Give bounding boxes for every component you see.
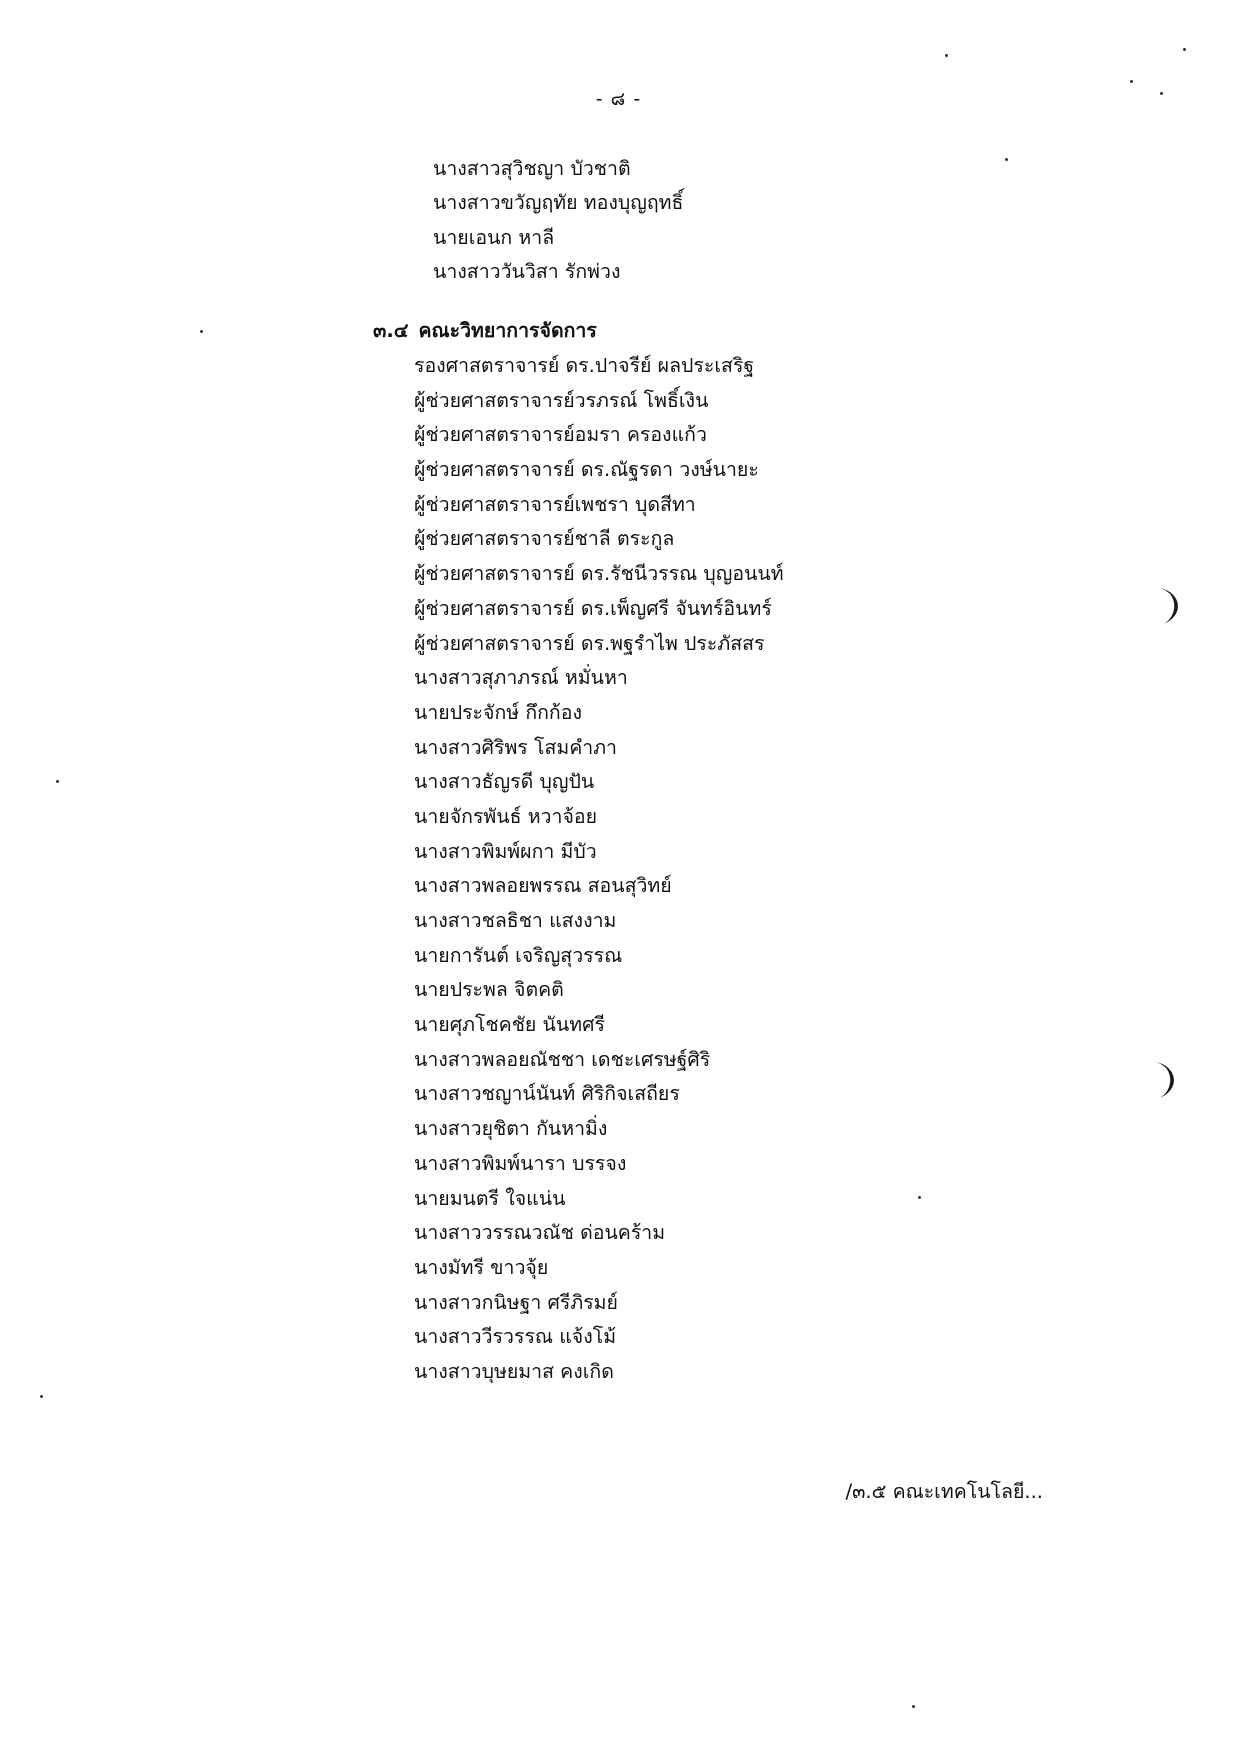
list-item: นายจักรพันธ์ หวาจ้อย [414, 804, 598, 828]
scan-speck [1160, 92, 1163, 95]
crescent-mark-icon [1142, 1058, 1186, 1102]
crescent-mark-icon [1146, 584, 1190, 628]
list-item: ผู้ช่วยศาสตราจารย์ ดร.เพ็ญศรี จันทร์อินทร์ [414, 596, 772, 620]
list-item: นายมนตรี ใจแน่น [414, 1186, 566, 1210]
section-title: คณะวิทยาการจัดการ [418, 319, 597, 342]
list-item: ผู้ช่วยศาสตราจารย์อมรา ครองแก้ว [414, 423, 707, 447]
list-item: นางสาวพิมพ์นารา บรรจง [414, 1151, 627, 1175]
list-item: ผู้ช่วยศาสตราจารย์เพชรา บุดสีทา [414, 492, 696, 516]
list-item: นายประพล จิตคติ [414, 978, 564, 1002]
list-item: นางสาวสุภาภรณ์ หมั่นหา [414, 666, 628, 690]
list-item: ผู้ช่วยศาสตราจารย์วรภรณ์ โพธิ์เงิน [414, 388, 709, 412]
list-item: นางสาวธัญรดี บุญปัน [414, 770, 595, 794]
list-item: นางสาวยุชิตา กันหามิ่ง [414, 1117, 608, 1141]
list-item: นางสาวพลอยพรรณ สอนสุวิทย์ [414, 874, 672, 898]
list-item: นางสาวชญาน์นันท์ ศิริกิจเสถียร [414, 1082, 680, 1106]
scan-speck [40, 1395, 43, 1398]
list-item: ผู้ช่วยศาสตราจารย์ชาลี ตระกูล [414, 527, 675, 551]
list-item: นางสาวสุวิชญา บัวชาติ [433, 157, 631, 180]
scan-speck [1130, 80, 1133, 83]
list-item: นายการันต์ เจริญสุวรรณ [414, 943, 623, 967]
page-number: - ๘ - [595, 88, 642, 110]
scan-speck [945, 54, 948, 57]
list-item: นางสาวศิริพร โสมคำภา [414, 735, 618, 759]
list-item: นางมัทรี ขาวจุ้ย [414, 1255, 549, 1279]
section-heading [373, 315, 597, 346]
list-item: นางสาวขวัญฤทัย ทองบุญฤทธิ์ [433, 191, 684, 215]
scan-speck [200, 330, 203, 333]
top-name-list [433, 152, 683, 290]
scan-speck [1183, 48, 1186, 51]
section-number: ๓.๔ [373, 319, 409, 342]
list-item: นางสาวพิมพ์ผกา มีบัว [414, 839, 597, 863]
scan-speck [56, 780, 59, 783]
list-item: รองศาสตราจารย์ ดร.ปาจรีย์ ผลประเสริฐ [414, 354, 755, 377]
scan-speck [1005, 158, 1008, 161]
list-item: ผู้ช่วยศาสตราจารย์ ดร.พฐรำไพ ประภัสสร [414, 631, 765, 655]
scan-speck [918, 1196, 921, 1199]
list-item: นางสาวกนิษฐา ศรีภิรมย์ [414, 1290, 618, 1314]
list-item: นายศุภโชคชัย นันทศรี [414, 1013, 605, 1037]
list-item: นางสาววรรณวณัช ด่อนคร้าม [414, 1221, 666, 1245]
continuation-note: /๓.๕ คณะเทคโนโลยี... [845, 1480, 1043, 1503]
list-item: นางสาววันวิสา รักพ่วง [433, 260, 621, 284]
list-item: ผู้ช่วยศาสตราจารย์ ดร.รัชนีวรรณ บุญอนนท์ [414, 562, 784, 586]
list-item: นางสาววีรวรรณ แจ้งโม้ [414, 1325, 617, 1349]
list-item: นางสาวพลอยณัชชา เดชะเศรษฐ์ศิริ [414, 1047, 711, 1071]
scan-speck [912, 1705, 915, 1708]
list-item: นายเอนก หาลี [433, 225, 555, 249]
list-item: นางสาวชลธิชา แสงงาม [414, 909, 617, 932]
list-item: นางสาวบุษยมาส คงเกิด [414, 1359, 614, 1383]
list-item: นายประจักษ์ กึกก้อง [414, 700, 582, 724]
faculty-name-list [414, 349, 784, 1390]
list-item: ผู้ช่วยศาสตราจารย์ ดร.ณัฐรดา วงษ์นายะ [414, 458, 759, 482]
